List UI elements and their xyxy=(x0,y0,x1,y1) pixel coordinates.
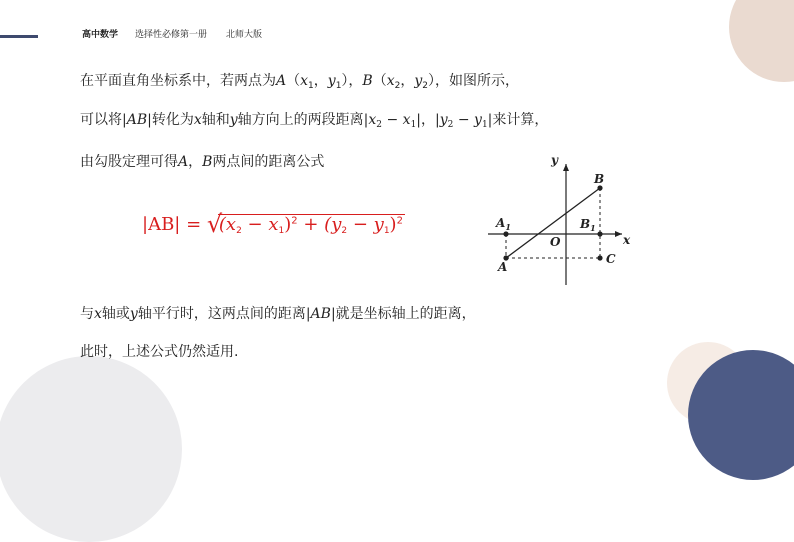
comma: ， xyxy=(188,154,203,170)
label-b1-sub: 1 xyxy=(590,223,596,233)
var-x: x xyxy=(193,112,202,128)
text: 轴平行时，这两点间的距离 xyxy=(137,306,306,322)
paren-close: ） xyxy=(341,73,349,89)
text-intro: 由勾股定理可得 xyxy=(80,154,178,170)
label-y-axis: y xyxy=(551,153,558,167)
label-a1-letter: A xyxy=(496,216,506,230)
expr-part: | xyxy=(416,112,422,128)
expr-part: | xyxy=(487,112,493,128)
point-c xyxy=(597,255,602,260)
point-a-label: A xyxy=(276,73,287,89)
label-c: C xyxy=(606,252,616,266)
paren-open: （ xyxy=(372,73,387,89)
paragraph-axis-parallel xyxy=(80,303,476,323)
x-axis-arrow xyxy=(615,231,622,237)
point-a-label: A xyxy=(178,154,189,170)
paragraph-pythagorean xyxy=(80,151,324,171)
comma: ， xyxy=(313,73,328,89)
label-b: B xyxy=(594,172,605,186)
subscript: 2 xyxy=(447,120,454,130)
subscript: 1 xyxy=(481,120,488,130)
formula-part: − x xyxy=(241,214,279,235)
radical-bar xyxy=(218,214,405,215)
formula-plus: + xyxy=(297,214,325,235)
text-intro: 在平面直角坐标系中，若两点为 xyxy=(80,73,276,89)
header-volume: 选择性必修第一册 xyxy=(135,30,208,40)
formula-part: ) xyxy=(389,214,397,235)
label-b1 xyxy=(579,217,596,233)
header-subject: 高中数学 xyxy=(82,30,119,40)
subscript: 1 xyxy=(383,226,390,236)
subscript: 1 xyxy=(308,81,314,91)
formula-part: ) xyxy=(284,214,292,235)
y-axis-arrow xyxy=(563,164,569,171)
text-tail: 就是坐标轴上的距离， xyxy=(335,306,476,322)
point-b1 xyxy=(597,231,602,236)
paren-close: ） xyxy=(428,73,436,89)
radical-sign: √ xyxy=(206,210,223,238)
formula-part: − y xyxy=(347,214,384,235)
formula-part: (x xyxy=(218,214,237,235)
header-edition: 北师大版 xyxy=(226,30,263,40)
var-x: x xyxy=(300,73,309,89)
dy-expression xyxy=(435,112,492,128)
subscript: 2 xyxy=(394,81,401,91)
superscript: 2 xyxy=(396,215,403,227)
var-x: x xyxy=(386,73,395,89)
label-a1-sub: 1 xyxy=(505,222,511,232)
expr-part: |x xyxy=(363,112,377,128)
point-b xyxy=(597,185,602,190)
paren-open: （ xyxy=(286,73,301,89)
decorative-circle-top-right xyxy=(729,0,794,82)
point-a1 xyxy=(503,231,508,236)
text-tail: ，如图所示， xyxy=(435,73,520,89)
text-tail: 来计算， xyxy=(492,112,549,128)
var-x: x xyxy=(94,306,102,322)
separator: ， xyxy=(421,112,436,128)
point-b-label: B xyxy=(202,154,213,170)
var-y: y xyxy=(129,306,138,322)
subscript: 1 xyxy=(410,120,417,130)
dx-expression xyxy=(364,112,421,128)
ab-distance: |AB| xyxy=(305,306,336,322)
expr-part: − y xyxy=(453,112,482,128)
subscript: 2 xyxy=(341,226,348,236)
text: 转化为 xyxy=(151,112,194,128)
subscript: 1 xyxy=(278,226,285,236)
decorative-circle-bottom-left xyxy=(0,356,182,542)
ab-distance: |AB| xyxy=(122,112,152,128)
separator: ， xyxy=(348,73,363,89)
text: 轴或 xyxy=(101,306,130,322)
subscript: 2 xyxy=(376,120,383,130)
label-b1-letter: B xyxy=(580,217,591,231)
label-x-axis: x xyxy=(623,233,631,247)
text-tail: 两点间的距离公式 xyxy=(212,154,325,170)
var-y: y xyxy=(414,73,423,89)
expr-part: − x xyxy=(382,112,411,128)
header-accent-bar xyxy=(0,35,38,38)
var-y: y xyxy=(327,73,336,89)
paragraph-points-definition xyxy=(80,70,519,91)
var-y: y xyxy=(229,112,238,128)
superscript: 2 xyxy=(291,215,298,227)
label-a1 xyxy=(495,216,511,232)
point-b-label: B xyxy=(362,73,373,89)
paragraph-still-applies xyxy=(80,341,238,361)
subscript: 2 xyxy=(236,226,242,236)
coordinate-figure xyxy=(480,150,635,290)
text: 轴方向上的两段距离 xyxy=(237,112,364,128)
comma: ， xyxy=(400,73,415,89)
formula-lhs: |AB| = xyxy=(142,214,207,235)
distance-formula xyxy=(142,210,405,238)
text-intro: 与 xyxy=(80,306,94,322)
text-intro: 可以将 xyxy=(80,112,122,128)
subscript: 2 xyxy=(422,81,429,91)
paragraph-convert-distances xyxy=(80,109,548,130)
text: 轴和 xyxy=(201,112,230,128)
square-root xyxy=(206,210,405,238)
label-origin: O xyxy=(550,235,561,249)
label-a: A xyxy=(498,260,508,274)
expr-part: |y xyxy=(435,112,448,128)
formula-part: (y xyxy=(324,214,342,235)
subscript: 1 xyxy=(335,81,342,91)
text: 此时，上述公式仍然适用. xyxy=(80,344,239,360)
